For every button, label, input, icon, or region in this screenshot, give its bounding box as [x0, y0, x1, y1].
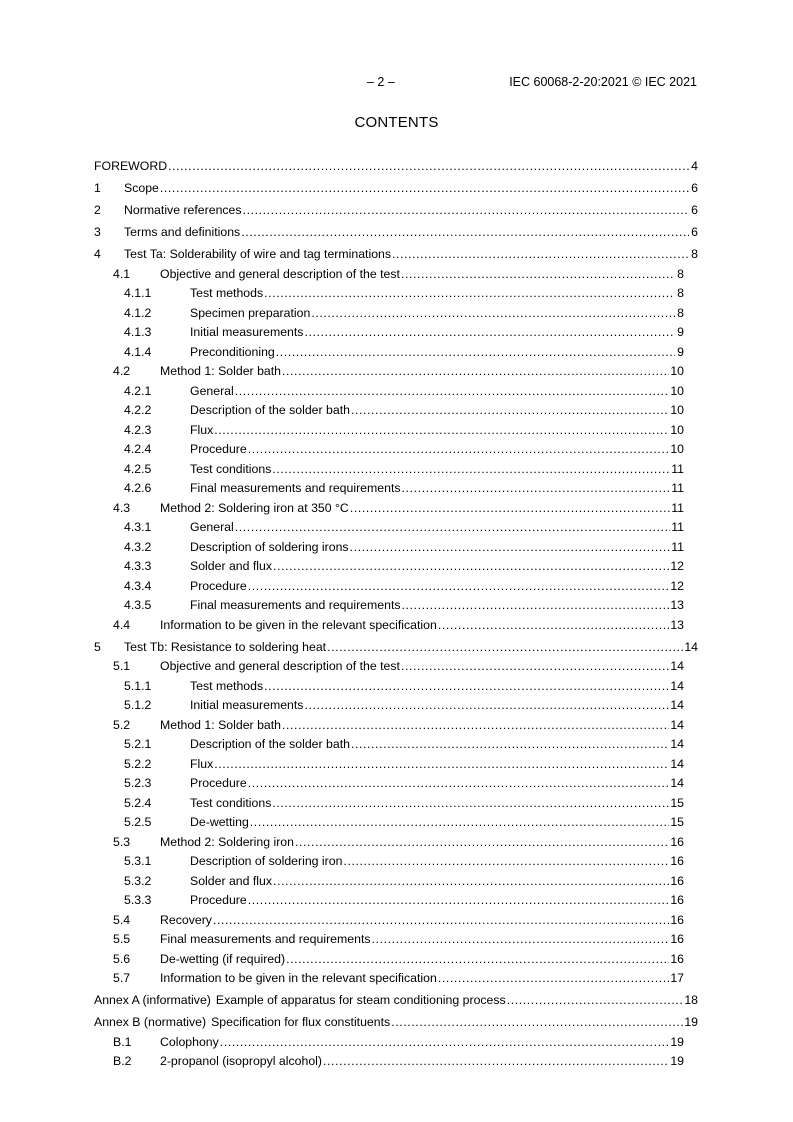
toc-entry-title: Objective and general description of the test: [160, 659, 400, 673]
toc-entry-number: 4.2.1: [124, 383, 152, 398]
toc-leader-dots: [295, 833, 669, 853]
toc-entry-page: 13: [670, 598, 684, 612]
toc-entry[interactable]: [94, 343, 698, 363]
toc-entry[interactable]: [94, 265, 698, 285]
toc-entry-title: De-wetting (if required): [160, 951, 286, 966]
toc-leader-dots: [273, 872, 669, 892]
toc-leader-dots: [350, 499, 670, 519]
toc-leader-dots: [402, 596, 670, 616]
toc-leader-dots: [250, 813, 670, 833]
toc-leader-dots: [264, 284, 675, 304]
toc-entry[interactable]: [94, 557, 698, 577]
toc-leader-dots: [401, 265, 675, 285]
toc-entry-page: 14: [670, 776, 684, 790]
toc-entry-number: B.2: [113, 1054, 132, 1068]
toc-entry-number: 4.2.2: [124, 403, 152, 417]
toc-leader-dots: [507, 991, 684, 1011]
toc-entry-page: 16: [670, 834, 684, 849]
toc-entry-page: 15: [670, 795, 684, 810]
toc-entry-number: 5.2.5: [124, 815, 152, 829]
toc-entry-number: 4.2.5: [124, 461, 152, 476]
toc-entry-page: 10: [670, 442, 684, 456]
toc-entry-page: 9: [677, 344, 684, 359]
toc-entry-title: Initial measurements: [190, 325, 304, 339]
toc-entry-title: Example of apparatus for steam conditioning process: [215, 993, 506, 1007]
toc-entry-title: Test conditions: [190, 795, 272, 810]
toc-entry[interactable]: [94, 677, 698, 697]
toc-entry-number: 4.1.4: [124, 344, 152, 359]
toc-leader-dots: [343, 852, 669, 872]
toc-entry-number: 5.3.2: [124, 873, 152, 888]
toc-entry-title: Method 2: Soldering iron: [160, 834, 294, 849]
toc-leader-dots: [311, 304, 675, 324]
toc-entry-page: 11: [671, 539, 684, 554]
toc-entry-title: General: [190, 520, 234, 534]
toc-entry-number: 5.1.1: [124, 678, 152, 693]
toc-leader-dots: [351, 401, 669, 421]
toc-leader-dots: [273, 557, 669, 577]
toc-entry-page: 12: [670, 578, 684, 593]
toc-leader-dots: [235, 382, 670, 402]
toc-entry-title: Colophony: [160, 1034, 219, 1049]
toc-entry-number: 5.2.3: [124, 776, 152, 790]
toc-entry-title: Description of soldering iron: [190, 854, 343, 868]
toc-entry-number: 4.1.1: [124, 286, 152, 300]
toc-leader-dots: [160, 179, 689, 199]
toc-entry[interactable]: [94, 499, 698, 519]
toc-entry-page: 14: [670, 678, 684, 693]
toc-entry-number: 5.3.1: [124, 854, 152, 868]
toc-entry-title: Specification for flux constituents: [211, 1015, 391, 1029]
toc-entry-page: 9: [677, 325, 684, 339]
toc-entry-page: 8: [677, 305, 684, 320]
toc-entry-number: 4.2.3: [124, 422, 152, 437]
toc-entry-page: 14: [670, 717, 684, 732]
toc-entry[interactable]: [94, 596, 698, 616]
toc-entry-number: B.1: [113, 1034, 132, 1049]
toc-leader-dots: [248, 774, 670, 794]
toc-entry-page: 11: [671, 520, 684, 534]
toc-leader-dots: [214, 755, 669, 775]
toc-entry-page: 6: [691, 225, 698, 239]
toc-leader-dots: [327, 638, 683, 658]
toc-entry-number: 5.5: [113, 932, 131, 946]
toc-entry-title: Specimen preparation: [190, 305, 311, 320]
toc-entry-number: 4.1.2: [124, 305, 152, 320]
toc-entry-title: Test Ta: Solderability of wire and tag terminations: [124, 247, 392, 261]
toc-entry[interactable]: [94, 911, 698, 931]
toc-entry-number: 5.2.2: [124, 756, 152, 771]
toc-leader-dots: [304, 323, 675, 343]
toc-entry-page: 10: [670, 403, 684, 417]
toc-entry[interactable]: [94, 401, 698, 421]
toc-entry-number: 5.3.3: [124, 893, 152, 907]
toc-leader-dots: [282, 362, 669, 382]
toc-entry[interactable]: [94, 774, 698, 794]
toc-entry-number: 4.1.3: [124, 325, 152, 339]
toc-entry-page: 11: [671, 461, 684, 476]
toc-entry-number: 4.2.4: [124, 442, 152, 456]
toc-entry-title: Description of the solder bath: [190, 737, 350, 751]
toc-entry-title: Procedure: [190, 776, 247, 790]
toc-entry-page: 4: [691, 159, 698, 173]
toc-entry[interactable]: [94, 833, 698, 853]
toc-entry-number: 5.7: [113, 971, 131, 985]
toc-entry-number: 5: [94, 639, 101, 654]
toc-entry[interactable]: [94, 577, 698, 597]
table-of-contents: [94, 157, 698, 1072]
toc-entry[interactable]: [94, 518, 698, 538]
toc-entry[interactable]: [94, 538, 698, 558]
toc-entry-number: 5.6: [113, 951, 131, 966]
toc-entry-number: 5.2.4: [124, 795, 152, 810]
toc-entry-title: Final measurements and requirements: [190, 481, 401, 495]
toc-leader-dots: [323, 1052, 669, 1072]
toc-entry-title: Method 1: Solder bath: [160, 364, 281, 378]
toc-entry[interactable]: [94, 440, 698, 460]
toc-entry[interactable]: [94, 382, 698, 402]
toc-leader-dots: [248, 577, 670, 597]
toc-leader-dots: [243, 201, 689, 221]
toc-entry-page: 16: [670, 951, 684, 966]
page-header: [0, 75, 793, 93]
toc-entry-number: 4.3: [113, 500, 131, 515]
toc-entry-number: 4: [94, 247, 101, 261]
toc-entry-title: 2-propanol (isopropyl alcohol): [160, 1054, 322, 1068]
toc-entry-title: Procedure: [190, 893, 247, 907]
toc-entry-page: 17: [670, 971, 684, 985]
toc-entry[interactable]: [94, 201, 698, 221]
toc-entry-number: 4.2: [113, 364, 131, 378]
toc-entry-page: 8: [677, 286, 684, 300]
toc-entry-title: Method 1: Solder bath: [160, 717, 281, 732]
toc-entry[interactable]: [94, 460, 698, 480]
toc-entry-number: 4.3.5: [124, 598, 152, 612]
toc-entry[interactable]: [94, 223, 698, 243]
toc-entry-page: 8: [691, 247, 698, 261]
toc-entry-page: 14: [670, 698, 684, 712]
toc-entry-number: 4.1: [113, 266, 131, 281]
toc-entry-title: Objective and general description of the test: [160, 266, 400, 281]
toc-entry-title: Preconditioning: [190, 344, 275, 359]
toc-entry-title: Solder and flux: [190, 559, 273, 573]
toc-entry-page: 14: [670, 659, 684, 673]
toc-entry-page: 8: [677, 266, 684, 281]
toc-entry[interactable]: [94, 245, 698, 265]
toc-leader-dots: [438, 969, 669, 989]
toc-leader-dots: [350, 538, 671, 558]
toc-entry-page: 6: [691, 203, 698, 217]
toc-entry[interactable]: [94, 716, 698, 736]
toc-leader-dots: [392, 245, 689, 265]
toc-leader-dots: [401, 657, 669, 677]
toc-entry[interactable]: [94, 1033, 698, 1053]
toc-entry-page: 19: [684, 1015, 698, 1029]
toc-entry-page: 10: [670, 383, 684, 398]
toc-entry-page: 19: [670, 1054, 684, 1068]
toc-entry-number: Annex A (informative): [94, 993, 211, 1007]
toc-leader-dots: [351, 735, 669, 755]
toc-entry-page: 16: [670, 873, 684, 888]
toc-entry[interactable]: [94, 930, 698, 950]
toc-entry-page: 13: [670, 617, 684, 632]
toc-entry-title: Test methods: [190, 286, 264, 300]
toc-entry-number: 2: [94, 203, 101, 217]
toc-entry-title: Flux: [190, 756, 214, 771]
toc-entry-number: 4.2.6: [124, 481, 152, 495]
toc-entry-title: De-wetting: [190, 815, 249, 829]
toc-leader-dots: [272, 460, 670, 480]
toc-entry-page: 18: [684, 993, 698, 1007]
toc-entry-number: 5.3: [113, 834, 131, 849]
toc-entry[interactable]: [94, 991, 698, 1011]
toc-leader-dots: [168, 157, 689, 177]
toc-entry[interactable]: [94, 852, 698, 872]
toc-leader-dots: [438, 616, 669, 636]
toc-leader-dots: [372, 930, 670, 950]
toc-entry-page: 16: [670, 854, 684, 868]
toc-entry[interactable]: [94, 735, 698, 755]
toc-entry-number: 5.4: [113, 912, 131, 927]
toc-entry-title: Description of soldering irons: [190, 539, 349, 554]
toc-leader-dots: [272, 794, 669, 814]
toc-entry-title: Procedure: [190, 578, 247, 593]
toc-entry[interactable]: [94, 794, 698, 814]
toc-leader-dots: [402, 479, 671, 499]
toc-entry-title: Test conditions: [190, 461, 272, 476]
toc-entry-number: 5.2: [113, 717, 131, 732]
toc-entry-title: Test Tb: Resistance to soldering heat: [124, 639, 327, 654]
toc-leader-dots: [304, 696, 669, 716]
toc-leader-dots: [248, 440, 670, 460]
toc-entry-page: 10: [670, 422, 684, 437]
toc-entry-title: Flux: [190, 422, 214, 437]
toc-entry[interactable]: [94, 479, 698, 499]
toc-entry[interactable]: [94, 421, 698, 441]
toc-entry-title: General: [190, 383, 234, 398]
toc-entry-title: Method 2: Soldering iron at 350 °C: [160, 500, 349, 515]
toc-entry-number: 4.4: [113, 617, 131, 632]
toc-leader-dots: [241, 223, 689, 243]
toc-entry[interactable]: [94, 950, 698, 970]
toc-entry-page: 16: [670, 912, 684, 927]
page-title: CONTENTS: [354, 114, 439, 131]
toc-entry-page: 10: [670, 364, 684, 378]
toc-entry-number: 4.3.3: [124, 559, 152, 573]
toc-entry-page: 14: [670, 756, 684, 771]
toc-leader-dots: [235, 518, 670, 538]
toc-leader-dots: [276, 343, 675, 363]
toc-entry-number: 3: [94, 225, 101, 239]
toc-entry-number: 5.1: [113, 659, 131, 673]
toc-entry[interactable]: [94, 813, 698, 833]
toc-entry-number: 4.3.2: [124, 539, 152, 554]
toc-entry[interactable]: [94, 616, 698, 636]
toc-leader-dots: [213, 911, 669, 931]
toc-leader-dots: [286, 950, 669, 970]
toc-entry-title: Final measurements and requirements: [160, 932, 371, 946]
toc-entry[interactable]: [94, 755, 698, 775]
toc-entry[interactable]: [94, 179, 698, 199]
toc-entry-page: 11: [671, 481, 684, 495]
toc-entry-page: 19: [670, 1034, 684, 1049]
toc-entry-title: Normative references: [124, 203, 242, 217]
toc-entry-number: Annex B (normative): [94, 1015, 207, 1029]
document-reference: IEC 60068-2-20:2021 © IEC 2021: [509, 75, 697, 89]
toc-entry[interactable]: [94, 891, 698, 911]
toc-entry[interactable]: [94, 696, 698, 716]
toc-entry-page: 14: [684, 639, 698, 654]
toc-leader-dots: [282, 716, 669, 736]
toc-entry-page: 12: [670, 559, 684, 573]
toc-entry-title: Solder and flux: [190, 873, 273, 888]
toc-entry-number: 1: [94, 181, 101, 195]
toc-entry-page: 11: [671, 500, 684, 515]
toc-entry[interactable]: [94, 638, 698, 658]
toc-entry[interactable]: [94, 304, 698, 324]
toc-entry-title: Information to be given in the relevant specification: [160, 971, 437, 985]
toc-entry-page: 15: [670, 815, 684, 829]
toc-leader-dots: [220, 1033, 670, 1053]
toc-entry-page: 16: [670, 932, 684, 946]
toc-entry-page: 16: [670, 893, 684, 907]
toc-entry-title: Initial measurements: [190, 698, 304, 712]
toc-leader-dots: [391, 1013, 683, 1033]
toc-leader-dots: [264, 677, 669, 697]
toc-entry[interactable]: [94, 657, 698, 677]
toc-entry-title: Test methods: [190, 678, 264, 693]
toc-entry[interactable]: [94, 157, 698, 177]
toc-entry-title: Scope: [124, 181, 159, 195]
toc-entry[interactable]: [94, 284, 698, 304]
toc-entry-title: Description of the solder bath: [190, 403, 350, 417]
toc-entry[interactable]: [94, 1013, 698, 1033]
toc-entry-title: FOREWORD: [94, 159, 168, 173]
toc-entry-title: Information to be given in the relevant specification: [160, 617, 437, 632]
page-number: – 2 –: [367, 75, 395, 89]
toc-entry-title: Final measurements and requirements: [190, 598, 401, 612]
toc-leader-dots: [214, 421, 669, 441]
toc-entry[interactable]: [94, 872, 698, 892]
toc-entry-title: Procedure: [190, 442, 247, 456]
toc-entry-title: Terms and definitions: [124, 225, 241, 239]
toc-entry-number: 4.3.1: [124, 520, 152, 534]
toc-entry-number: 4.3.4: [124, 578, 152, 593]
toc-entry[interactable]: [94, 969, 698, 989]
toc-entry-page: 14: [670, 737, 684, 751]
toc-entry-number: 5.1.2: [124, 698, 152, 712]
toc-entry[interactable]: [94, 323, 698, 343]
toc-entry[interactable]: [94, 362, 698, 382]
toc-entry-page: 6: [691, 181, 698, 195]
toc-leader-dots: [248, 891, 670, 911]
toc-entry-number: 5.2.1: [124, 737, 152, 751]
toc-entry-title: Recovery: [160, 912, 212, 927]
toc-entry[interactable]: [94, 1052, 698, 1072]
